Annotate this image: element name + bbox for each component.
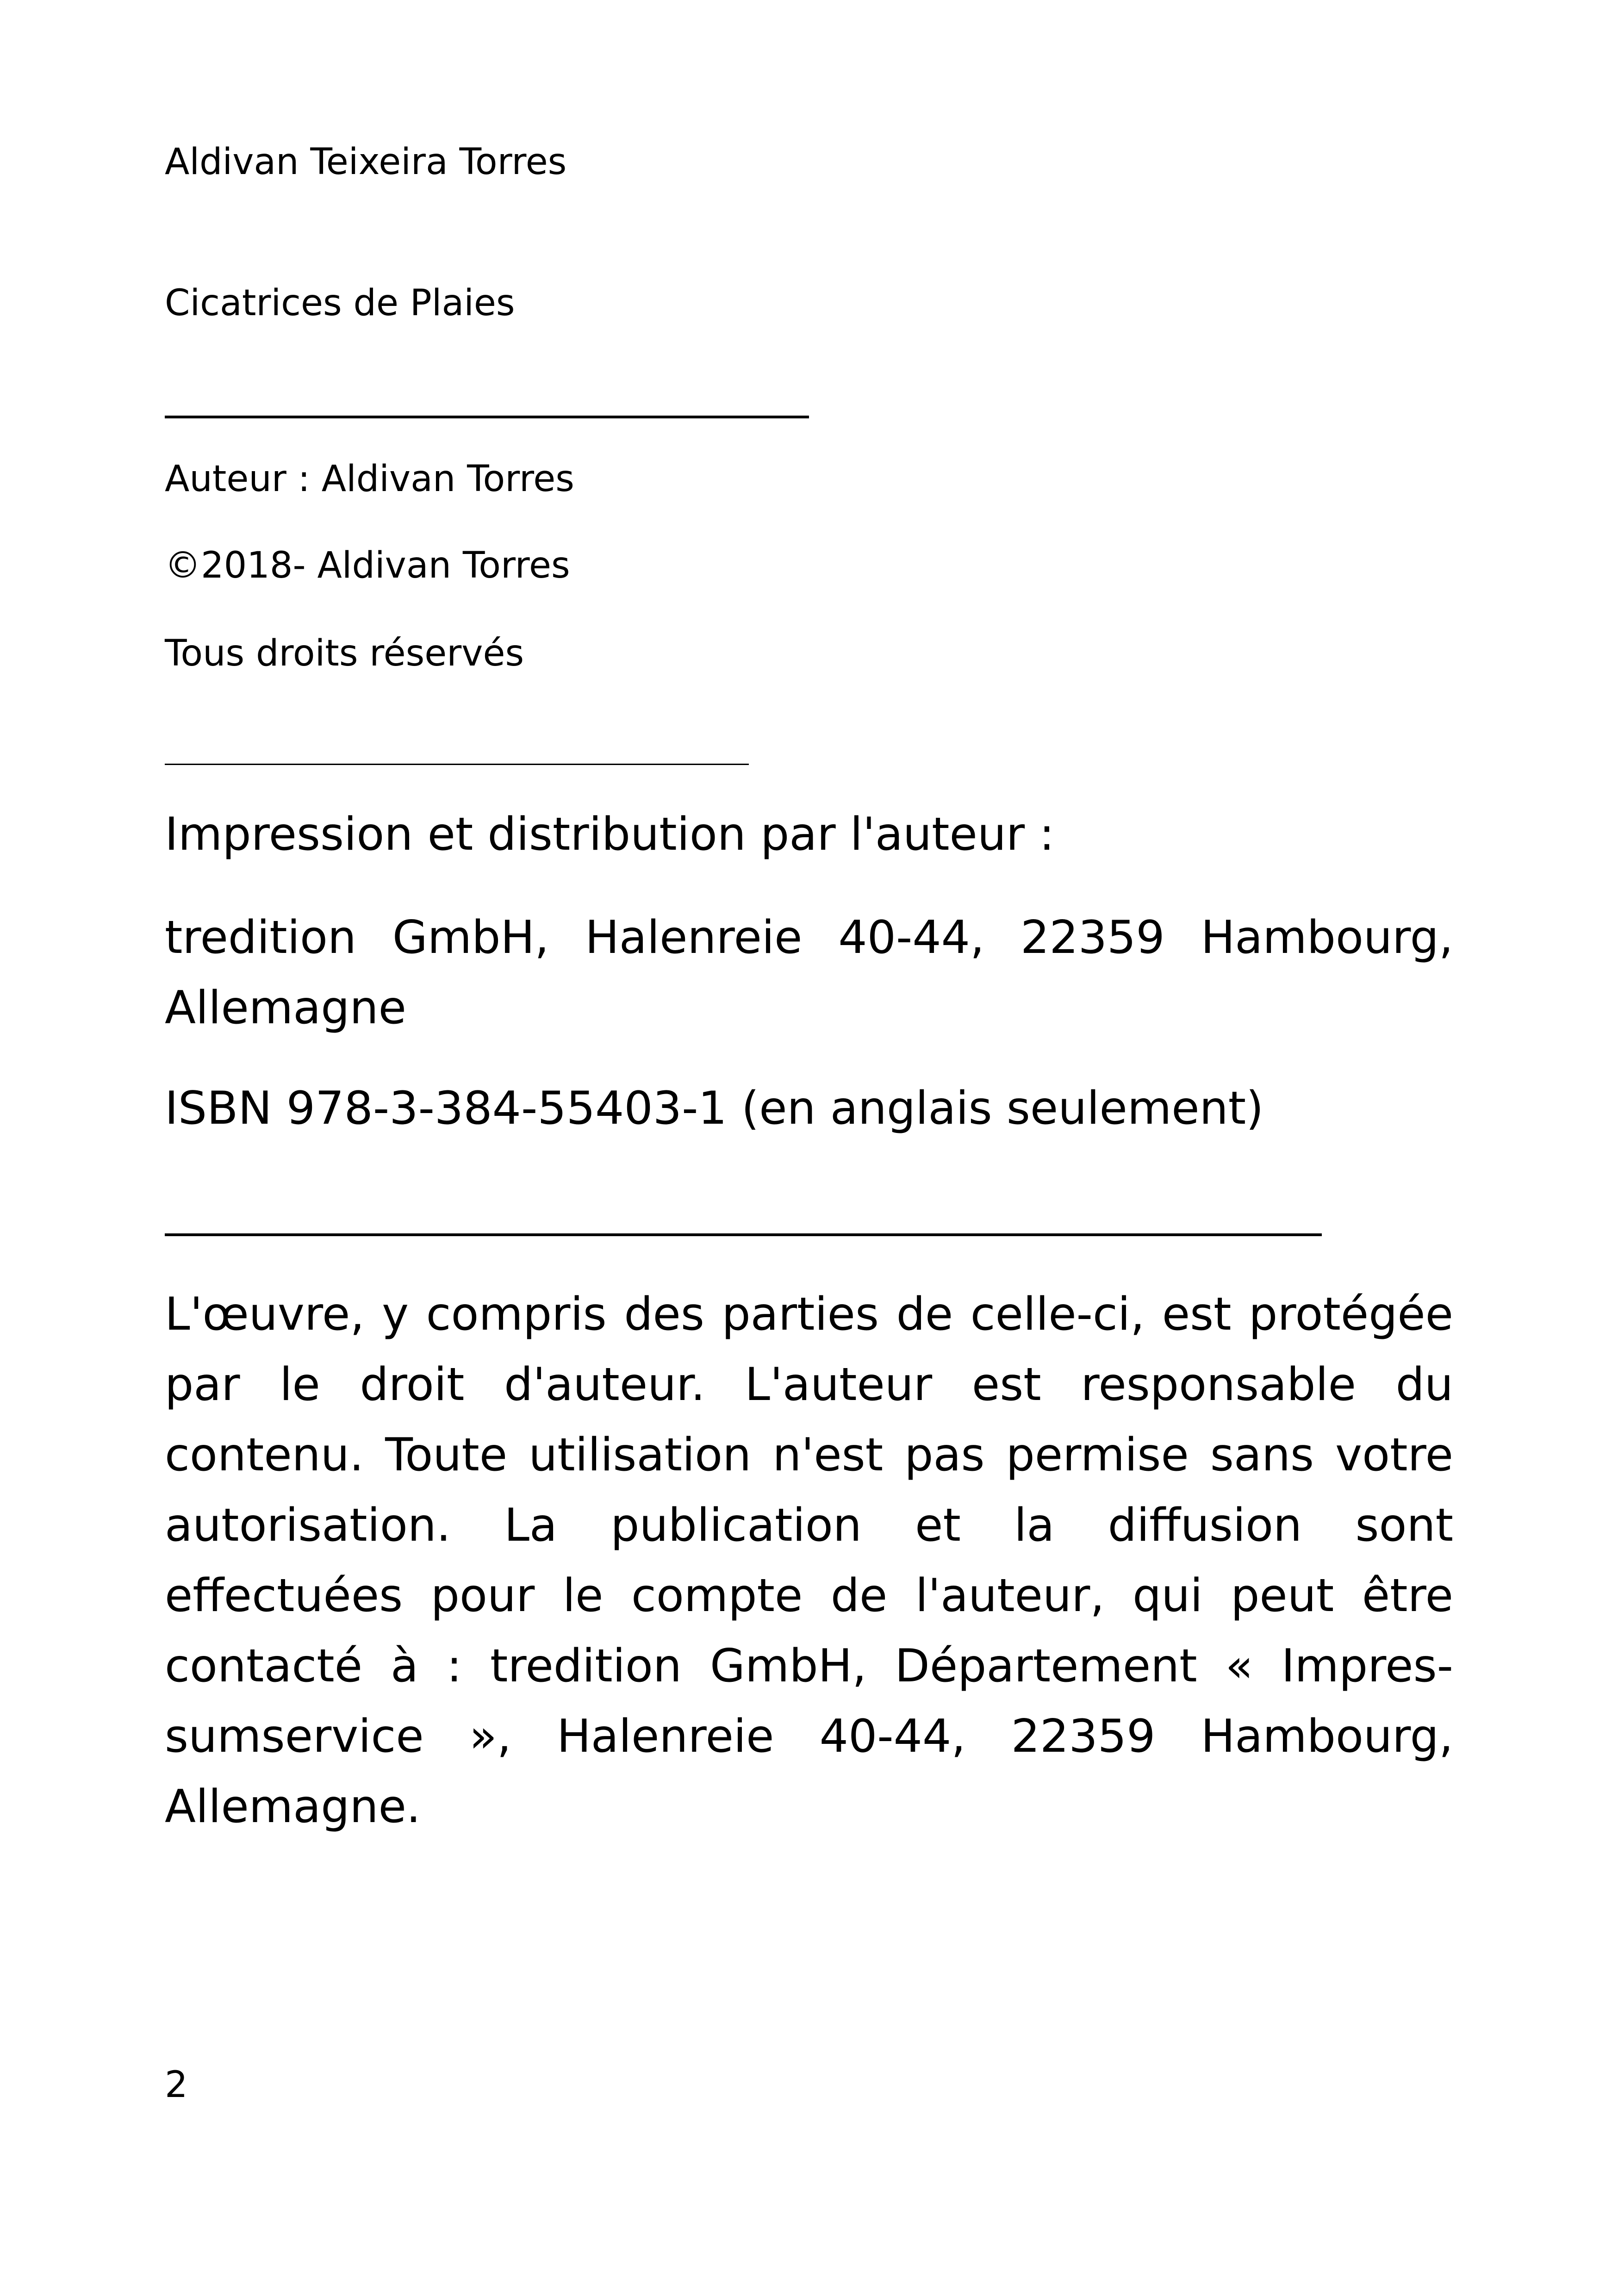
- printing-line: Impression et distribution par l'auteur :: [165, 808, 1055, 861]
- book-title: Cicatrices de Plaies: [165, 282, 515, 324]
- isbn-line: ISBN 978-3-384-55403-1 (en anglais seulement): [165, 1082, 1264, 1135]
- legal-notice: L'œuvre, y compris des parties de celle-ci, est protégée par le droit d'auteur. L'auteur est responsable du contenu. Toute utilisation n'est pas permise sans votre autorisation. La publication et la diffusion sont effectuées pour le compte de l'auteur, qui peut être contacté à : tredition GmbH, Département « Impres-sumservice », Halenreie 40-44, 22359 Hambourg, Allemagne.: [165, 1288, 1453, 1833]
- author-credit: Auteur : Aldivan Torres: [165, 458, 574, 500]
- divider-top: [165, 416, 809, 418]
- publisher-address: tredition GmbH, Halenreie 40-44, 22359 Hambourg, Allemagne: [165, 911, 1453, 1034]
- divider-middle: [165, 764, 749, 765]
- divider-bottom: [165, 1233, 1322, 1236]
- page-number: 2: [165, 2064, 188, 2106]
- rights-line: Tous droits réservés: [165, 633, 524, 674]
- copyright-line: ©2018- Aldivan Torres: [165, 545, 570, 586]
- author-name: Aldivan Teixeira Torres: [165, 141, 567, 183]
